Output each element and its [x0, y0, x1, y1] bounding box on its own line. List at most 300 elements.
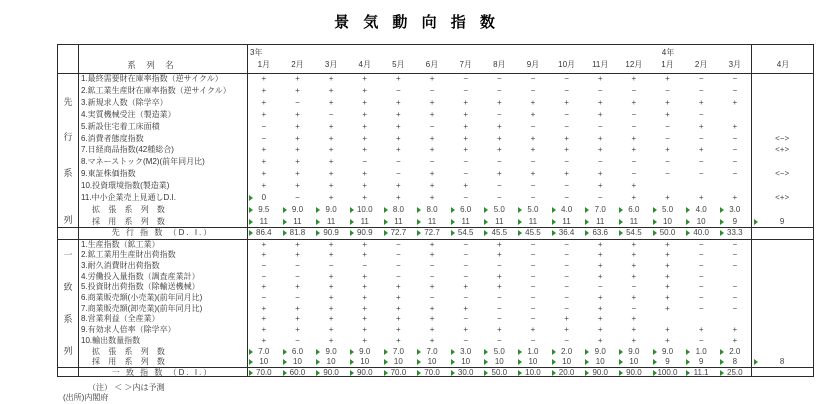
- data-cell: [684, 347, 718, 356]
- cell-value: −: [328, 109, 334, 119]
- cell-value: +: [631, 192, 637, 202]
- horizontal-divider: [58, 239, 813, 240]
- data-cell: [281, 110, 315, 119]
- cell-value: +: [496, 239, 502, 249]
- series-row: [58, 282, 813, 293]
- forecast-cell: [752, 368, 813, 377]
- cell-value: +: [429, 181, 435, 191]
- cell-value: +: [362, 109, 368, 119]
- cell-value: −: [530, 303, 536, 313]
- cell-value: −: [530, 192, 536, 202]
- data-cell: [617, 325, 651, 334]
- green-corner-mark-icon: [585, 219, 589, 225]
- extra-month-header: 4月: [776, 60, 790, 69]
- data-cell: [247, 228, 281, 237]
- data-cell: [247, 181, 281, 190]
- data-cell: [516, 110, 550, 119]
- cell-value: 90.0: [592, 367, 609, 377]
- cell-value: +: [597, 335, 603, 345]
- data-cell: [718, 261, 752, 270]
- cell-value: +: [362, 293, 368, 303]
- summary-row: [58, 346, 813, 357]
- green-corner-mark-icon: [350, 230, 354, 236]
- forecast-cell: [752, 110, 813, 119]
- data-cell: [482, 282, 516, 291]
- cell-value: +: [295, 282, 300, 292]
- data-cell: [382, 134, 416, 143]
- cell-value: 9.5: [258, 204, 270, 214]
- data-cell: [348, 86, 382, 95]
- cell-value: −: [463, 192, 468, 202]
- data-cell: [482, 261, 516, 270]
- cell-value: +: [530, 325, 536, 335]
- data-cell: [617, 98, 651, 107]
- data-cell: [281, 134, 315, 143]
- cell-value: +: [665, 192, 670, 202]
- data-cell: [348, 250, 382, 259]
- green-corner-mark-icon: [283, 370, 287, 376]
- cell-value: 10: [427, 357, 437, 367]
- data-cell: [516, 336, 550, 345]
- data-cell: [651, 347, 685, 356]
- green-corner-mark-icon: [384, 349, 388, 355]
- green-corner-mark-icon: [249, 207, 253, 213]
- section-side-label-char: 行: [63, 132, 73, 143]
- data-cell: [348, 272, 382, 281]
- cell-value: −: [295, 261, 300, 271]
- green-corner-mark-icon: [283, 219, 287, 225]
- data-cell: [415, 293, 449, 302]
- section-side-label-char: 系: [63, 313, 73, 324]
- data-cell: [247, 122, 281, 131]
- cell-value: +: [665, 293, 670, 303]
- data-cell: [550, 250, 584, 259]
- data-cell: [281, 250, 315, 259]
- row-label: 10.輸出数量指数: [81, 335, 141, 345]
- data-cell: [449, 228, 483, 237]
- data-cell: [281, 169, 315, 178]
- data-cell: [550, 347, 584, 356]
- cell-value: 7.0: [594, 204, 606, 214]
- cell-value: −: [732, 133, 738, 143]
- cell-value: −: [496, 74, 502, 84]
- cell-value: +: [295, 157, 300, 167]
- cell-value: +: [597, 261, 603, 271]
- cell-value: −: [463, 86, 468, 96]
- data-cell: [617, 336, 651, 345]
- cell-value: +: [496, 169, 502, 179]
- data-cell: [247, 134, 281, 143]
- data-cell: [516, 250, 550, 259]
- data-cell: [482, 250, 516, 259]
- data-cell: [449, 74, 483, 83]
- cell-value: −: [631, 282, 637, 292]
- cell-value: +: [530, 169, 536, 179]
- series-row: [58, 324, 813, 335]
- data-cell: [550, 110, 584, 119]
- data-cell: [314, 122, 348, 131]
- data-cell: [247, 368, 281, 377]
- data-cell: [516, 325, 550, 334]
- data-cell: [415, 325, 449, 334]
- cell-value: +: [362, 74, 368, 84]
- data-cell: [281, 228, 315, 237]
- series-row: [58, 271, 813, 282]
- data-cell: [516, 98, 550, 107]
- green-corner-mark-icon: [451, 359, 455, 365]
- data-cell: [382, 272, 416, 281]
- cell-value: −: [732, 282, 738, 292]
- cell-value: −: [396, 250, 401, 260]
- data-cell: [684, 110, 718, 119]
- year4-label: 4年: [661, 48, 675, 57]
- data-cell: [314, 347, 348, 356]
- cell-value: 100.0: [657, 367, 678, 377]
- data-cell: [281, 347, 315, 356]
- data-cell: [583, 228, 617, 237]
- cell-value: 90.9: [323, 228, 339, 238]
- data-cell: [281, 205, 315, 214]
- data-cell: [382, 110, 416, 119]
- data-cell: [314, 205, 348, 214]
- data-cell: [449, 336, 483, 345]
- cell-value: 5.0: [493, 346, 505, 356]
- cell-value: +: [261, 109, 267, 119]
- data-cell: [617, 261, 651, 270]
- data-cell: [382, 282, 416, 291]
- row-label: 2.鉱工業生産財在庫率指数（逆サイクル）: [81, 86, 231, 96]
- cell-value: −: [631, 109, 637, 119]
- cell-value: −: [463, 239, 468, 249]
- series-row: [58, 97, 813, 109]
- forecast-cell: [752, 134, 813, 143]
- forecast-cell: [752, 293, 813, 302]
- data-cell: [415, 357, 449, 366]
- cell-value: 9: [732, 216, 738, 226]
- cell-value: +: [564, 325, 569, 335]
- cell-value: −: [530, 314, 536, 324]
- row-label: 9.有効求人倍率（除学卒）: [81, 325, 176, 335]
- cell-value: 7.0: [392, 346, 404, 356]
- data-cell: [550, 357, 584, 366]
- data-cell: [482, 98, 516, 107]
- cell-value: +: [665, 145, 670, 155]
- data-cell: [651, 181, 685, 190]
- data-cell: [583, 293, 617, 302]
- data-cell: [482, 272, 516, 281]
- data-cell: [583, 250, 617, 259]
- data-cell: [617, 122, 651, 131]
- vertical-divider: [751, 45, 752, 376]
- cell-value: +: [328, 169, 334, 179]
- cell-value: +: [396, 121, 401, 131]
- data-cell: [718, 304, 752, 313]
- cell-value: +: [665, 98, 670, 108]
- data-cell: [281, 282, 315, 291]
- cell-value: −: [665, 121, 670, 131]
- data-cell: [651, 304, 685, 313]
- series-row: [58, 292, 813, 303]
- cell-value: −: [496, 109, 502, 119]
- data-cell: [415, 110, 449, 119]
- cell-value: 60.0: [289, 367, 306, 377]
- cell-value: 9: [665, 357, 670, 367]
- cell-value: +: [328, 335, 334, 345]
- data-cell: [482, 205, 516, 214]
- data-cell: [348, 368, 382, 377]
- cell-value: +: [732, 121, 738, 131]
- forecast-cell: [752, 169, 813, 178]
- row-label: 採 用 系 列 数: [92, 357, 168, 367]
- cell-value: 11: [562, 216, 571, 226]
- data-cell: [449, 193, 483, 202]
- green-corner-mark-icon: [417, 219, 421, 225]
- cell-value: +: [396, 335, 401, 345]
- green-corner-mark-icon: [451, 349, 455, 355]
- data-cell: [550, 145, 584, 154]
- data-cell: [247, 293, 281, 302]
- data-cell: [482, 86, 516, 95]
- green-corner-mark-icon: [720, 230, 724, 236]
- cell-value: −: [261, 121, 267, 131]
- row-label: 1.生産指数（鉱工業）: [81, 239, 160, 249]
- green-corner-mark-icon: [518, 219, 522, 225]
- data-cell: [314, 293, 348, 302]
- cell-value: −: [732, 145, 738, 155]
- green-corner-mark-icon: [316, 207, 320, 213]
- cell-value: −: [463, 314, 468, 324]
- cell-value: −: [530, 121, 536, 131]
- green-corner-mark-icon: [585, 359, 589, 365]
- cell-value: <−>: [775, 133, 790, 143]
- data-cell: [516, 122, 550, 131]
- section-side-label-char: 致: [63, 281, 73, 292]
- forecast-cell: [752, 250, 813, 259]
- data-cell: [482, 293, 516, 302]
- data-cell: [684, 122, 718, 131]
- data-cell: [482, 336, 516, 345]
- cell-value: 5.0: [527, 204, 539, 214]
- data-cell: [684, 145, 718, 154]
- cell-value: −: [597, 121, 603, 131]
- cell-value: −: [732, 157, 738, 167]
- cell-value: +: [295, 325, 300, 335]
- forecast-cell: [752, 193, 813, 202]
- data-cell: [449, 181, 483, 190]
- cell-value: 10: [259, 357, 269, 367]
- cell-value: −: [530, 282, 536, 292]
- data-cell: [516, 357, 550, 366]
- summary-row: [58, 203, 813, 215]
- data-cell: [348, 357, 382, 366]
- data-cell: [684, 272, 718, 281]
- data-cell: [684, 86, 718, 95]
- forecast-cell: [752, 98, 813, 107]
- cell-value: 8: [732, 357, 738, 367]
- cell-value: −: [698, 303, 704, 313]
- cell-value: +: [362, 239, 368, 249]
- forecast-cell: [752, 272, 813, 281]
- data-cell: [651, 240, 685, 249]
- data-cell: [583, 272, 617, 281]
- cell-value: +: [429, 282, 435, 292]
- forecast-cell: [752, 217, 813, 226]
- cell-value: +: [665, 325, 670, 335]
- cell-value: 50.0: [491, 367, 508, 377]
- data-cell: [516, 293, 550, 302]
- row-label: 10.投資環境指数(製造業): [81, 181, 170, 191]
- data-cell: [382, 336, 416, 345]
- cell-value: 70.0: [256, 367, 272, 377]
- data-cell: [718, 145, 752, 154]
- cell-value: +: [328, 121, 334, 131]
- data-cell: [718, 368, 752, 377]
- data-cell: [718, 250, 752, 259]
- cell-value: −: [530, 250, 536, 260]
- green-corner-mark-icon: [484, 359, 488, 365]
- data-cell: [348, 304, 382, 313]
- page-title: 景 気 動 向 指 数: [334, 14, 500, 31]
- cell-value: +: [698, 325, 704, 335]
- series-row: [58, 73, 813, 85]
- green-corner-mark-icon: [619, 370, 623, 376]
- month-header-cell: 1月: [661, 60, 674, 69]
- data-cell: [314, 357, 348, 366]
- cell-value: +: [362, 271, 368, 281]
- cell-value: 2.0: [729, 346, 741, 356]
- data-cell: [550, 314, 584, 323]
- data-cell: [382, 74, 416, 83]
- series-row: [58, 132, 813, 144]
- cell-value: −: [396, 239, 401, 249]
- cell-value: 10: [696, 216, 706, 226]
- data-cell: [348, 336, 382, 345]
- data-cell: [449, 145, 483, 154]
- data-cell: [449, 86, 483, 95]
- data-cell: [583, 217, 617, 226]
- cell-value: 10.0: [525, 367, 541, 377]
- green-corner-mark-icon: [249, 370, 253, 376]
- data-cell: [516, 282, 550, 291]
- cell-value: −: [261, 271, 267, 281]
- cell-value: −: [530, 335, 536, 345]
- cell-value: +: [328, 239, 334, 249]
- cell-value: 9.0: [325, 204, 337, 214]
- series-row: [58, 180, 813, 192]
- data-cell: [382, 293, 416, 302]
- data-cell: [651, 357, 685, 366]
- cell-value: 0: [261, 192, 267, 202]
- data-cell: [449, 272, 483, 281]
- row-label: 2.鉱工業用生産財出荷指数: [81, 250, 176, 260]
- data-cell: [314, 272, 348, 281]
- cell-value: −: [564, 74, 569, 84]
- data-cell: [550, 74, 584, 83]
- index-row: [58, 227, 813, 239]
- green-corner-mark-icon: [316, 359, 320, 365]
- data-cell: [382, 98, 416, 107]
- data-cell: [247, 205, 281, 214]
- data-cell: [617, 282, 651, 291]
- forecast-cell: [752, 228, 813, 237]
- horizontal-divider: [58, 73, 813, 74]
- cell-value: −: [732, 303, 738, 313]
- cell-value: +: [429, 98, 435, 108]
- cell-value: 11: [360, 216, 369, 226]
- cell-value: 90.0: [356, 367, 373, 377]
- data-cell: [415, 205, 449, 214]
- data-cell: [482, 228, 516, 237]
- data-cell: [583, 282, 617, 291]
- cell-value: +: [295, 169, 300, 179]
- data-cell: [382, 261, 416, 270]
- cell-value: +: [295, 314, 300, 324]
- cell-value: +: [496, 121, 502, 131]
- data-cell: [583, 325, 617, 334]
- data-cell: [415, 86, 449, 95]
- cell-value: +: [261, 74, 267, 84]
- cell-value: −: [496, 303, 502, 313]
- data-cell: [348, 240, 382, 249]
- cell-value: −: [295, 271, 300, 281]
- data-cell: [281, 293, 315, 302]
- cell-value: +: [597, 239, 603, 249]
- data-cell: [684, 357, 718, 366]
- green-corner-mark-icon: [384, 230, 388, 236]
- data-cell: [281, 336, 315, 345]
- data-cell: [718, 217, 752, 226]
- cell-value: 11: [259, 216, 268, 226]
- data-cell: [516, 169, 550, 178]
- cell-value: 11: [394, 216, 403, 226]
- data-cell: [482, 74, 516, 83]
- cell-value: +: [362, 98, 368, 108]
- cell-value: −: [463, 261, 468, 271]
- cell-value: +: [362, 325, 368, 335]
- month-header-cell: 10月: [558, 60, 576, 69]
- cell-value: +: [463, 133, 468, 143]
- cell-value: +: [429, 192, 435, 202]
- cell-value: +: [362, 169, 368, 179]
- data-cell: [382, 304, 416, 313]
- green-corner-mark-icon: [686, 230, 690, 236]
- cell-value: +: [396, 145, 401, 155]
- row-label: 8.営業利益（全産業）: [81, 314, 160, 324]
- green-corner-mark-icon: [686, 370, 690, 376]
- cell-value: −: [496, 192, 502, 202]
- data-cell: [516, 145, 550, 154]
- data-cell: [415, 193, 449, 202]
- row-label: 9.東証株価指数: [81, 169, 136, 179]
- cell-value: 90.0: [323, 367, 339, 377]
- cell-value: +: [597, 74, 603, 84]
- cell-value: +: [295, 250, 300, 260]
- data-cell: [348, 347, 382, 356]
- green-corner-mark-icon: [283, 359, 287, 365]
- cell-value: −: [564, 250, 569, 260]
- cell-value: −: [530, 74, 536, 84]
- data-cell: [617, 293, 651, 302]
- data-cell: [651, 250, 685, 259]
- data-cell: [550, 193, 584, 202]
- data-cell: [617, 314, 651, 323]
- cell-value: +: [665, 282, 670, 292]
- section-side-label-char: 先: [63, 96, 73, 107]
- horizontal-divider: [58, 227, 813, 228]
- row-label: 拡 張 系 列 数: [92, 204, 168, 214]
- green-corner-mark-icon: [653, 349, 657, 355]
- data-cell: [651, 157, 685, 166]
